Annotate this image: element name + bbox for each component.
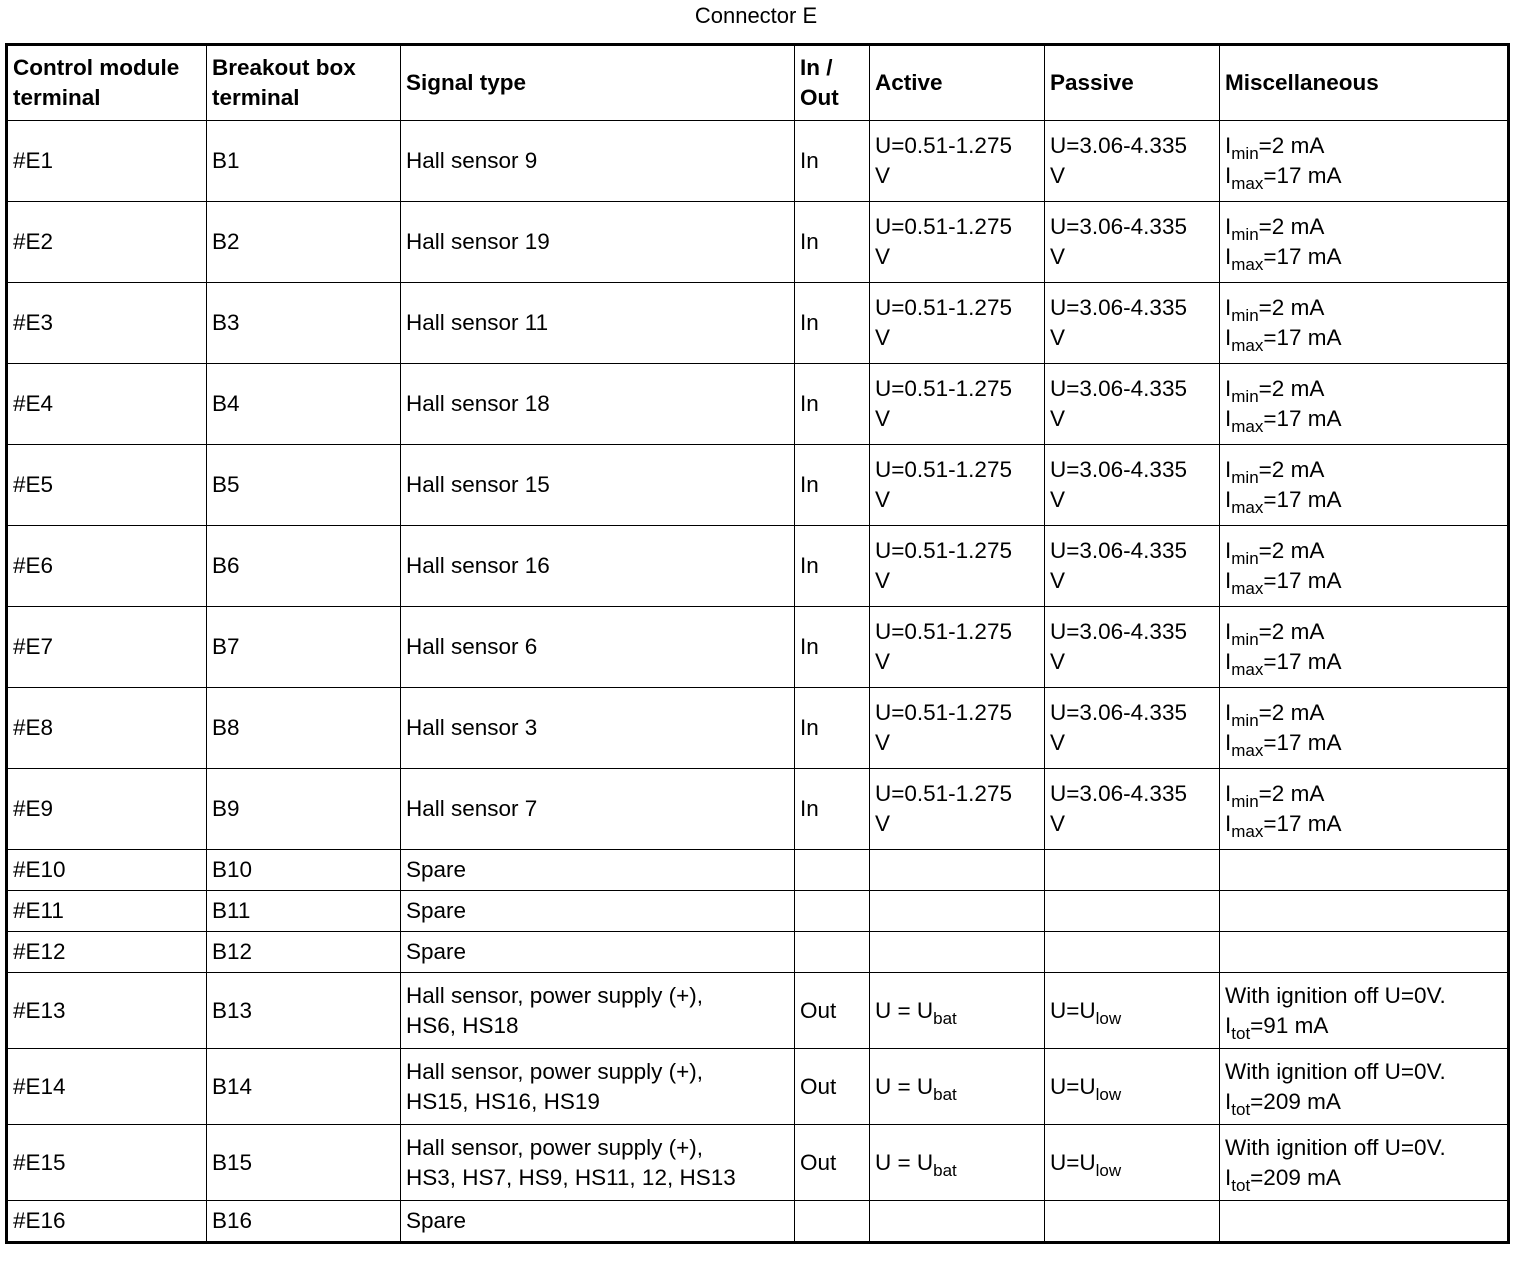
miscellaneous-cell: [1220, 973, 1509, 1049]
current-symbol: I: [1225, 811, 1232, 836]
current-value: =2 mA: [1258, 538, 1325, 563]
passive-cell: [1045, 607, 1220, 688]
active-value: [875, 996, 1039, 1026]
terminal-cell: #E11: [7, 891, 207, 932]
terminal-cell: #E6: [7, 526, 207, 607]
current-subscript: min: [1231, 549, 1259, 568]
signal-type-cell: Hall sensor 11: [401, 283, 795, 364]
col-header-breakout-box-terminal: Breakout box terminal: [207, 45, 401, 121]
signal-type-cell: Hall sensor 16: [401, 526, 795, 607]
miscellaneous-line: [1225, 566, 1502, 596]
passive-line: V: [1050, 730, 1066, 755]
current-value: =209 mA: [1250, 1088, 1341, 1114]
active-cell: [870, 364, 1045, 445]
miscellaneous-line: [1225, 293, 1502, 323]
miscellaneous-cell: [1220, 445, 1509, 526]
miscellaneous-line: [1225, 698, 1502, 728]
active-line: U=0.51-1.275: [875, 781, 1012, 806]
col-header-control-module-terminal: Control module terminal: [7, 45, 207, 121]
miscellaneous-cell: [1220, 688, 1509, 769]
miscellaneous-line: With ignition off U=0V.: [1225, 1134, 1446, 1160]
active-line: V: [875, 568, 891, 593]
current-value: =17 mA: [1263, 649, 1342, 674]
active-cell: [870, 121, 1045, 202]
table-row: [7, 688, 1509, 769]
signal-type-cell: [401, 1049, 795, 1125]
current-value: =17 mA: [1263, 568, 1342, 593]
passive-base: U=U: [1050, 997, 1096, 1023]
miscellaneous-line: [1225, 809, 1502, 839]
active-line: V: [875, 406, 891, 431]
current-value: =2 mA: [1258, 133, 1325, 158]
table-row: [7, 121, 1509, 202]
current-symbol: I: [1225, 376, 1232, 401]
table-row: [7, 932, 1509, 973]
breakout-box-cell: B3: [207, 283, 401, 364]
current-subscript: tot: [1231, 1175, 1251, 1195]
breakout-box-cell: B14: [207, 1049, 401, 1125]
current-value: =91 mA: [1250, 1012, 1329, 1038]
current-subscript: max: [1231, 660, 1264, 679]
signal-type-line: Hall sensor, power supply (+),: [406, 1134, 704, 1160]
current-symbol: I: [1225, 1164, 1232, 1190]
miscellaneous-line: [1225, 131, 1502, 161]
active-cell: [870, 1201, 1045, 1243]
passive-value: [1050, 1148, 1214, 1178]
passive-subscript: low: [1095, 1008, 1122, 1028]
passive-cell: [1045, 1201, 1220, 1243]
miscellaneous-line: [1225, 617, 1502, 647]
breakout-box-cell: B13: [207, 973, 401, 1049]
signal-type-line: HS3, HS7, HS9, HS11, 12, HS13: [406, 1164, 736, 1190]
passive-line: U=3.06-4.335: [1050, 214, 1187, 239]
miscellaneous-line: [1225, 485, 1502, 515]
current-value: =17 mA: [1263, 163, 1342, 188]
current-value: =2 mA: [1258, 376, 1325, 401]
passive-cell: [1045, 850, 1220, 891]
miscellaneous-line: With ignition off U=0V.: [1225, 982, 1446, 1008]
active-cell: [870, 607, 1045, 688]
breakout-box-cell: B8: [207, 688, 401, 769]
miscellaneous-cell: [1220, 891, 1509, 932]
table-row: [7, 526, 1509, 607]
current-subscript: max: [1231, 336, 1264, 355]
current-symbol: I: [1225, 538, 1232, 563]
miscellaneous-cell: [1220, 364, 1509, 445]
signal-type-line: Hall sensor, power supply (+),: [406, 982, 704, 1008]
breakout-box-cell: B16: [207, 1201, 401, 1243]
in-out-cell: In: [795, 607, 870, 688]
active-cell: [870, 769, 1045, 850]
terminal-cell: #E12: [7, 932, 207, 973]
passive-line: U=3.06-4.335: [1050, 781, 1187, 806]
current-symbol: I: [1225, 649, 1232, 674]
active-line: U=0.51-1.275: [875, 457, 1012, 482]
connector-table: [5, 43, 1510, 1244]
breakout-box-cell: B15: [207, 1125, 401, 1201]
breakout-box-cell: B7: [207, 607, 401, 688]
miscellaneous-line: [1225, 404, 1502, 434]
signal-type-cell: [401, 973, 795, 1049]
table-row: [7, 364, 1509, 445]
current-value: =17 mA: [1263, 811, 1342, 836]
active-cell: [870, 688, 1045, 769]
terminal-cell: #E15: [7, 1125, 207, 1201]
table-row: [7, 283, 1509, 364]
terminal-cell: #E3: [7, 283, 207, 364]
table-row: [7, 1125, 1509, 1201]
breakout-box-cell: B6: [207, 526, 401, 607]
passive-line: V: [1050, 406, 1066, 431]
passive-line: U=3.06-4.335: [1050, 619, 1187, 644]
passive-cell: [1045, 364, 1220, 445]
miscellaneous-cell: [1220, 1125, 1509, 1201]
active-cell: [870, 202, 1045, 283]
passive-line: V: [1050, 163, 1066, 188]
signal-type-cell: [401, 1125, 795, 1201]
passive-value: [1050, 1072, 1214, 1102]
passive-cell: [1045, 769, 1220, 850]
table-row: [7, 850, 1509, 891]
passive-value: [1050, 996, 1214, 1026]
active-cell: [870, 891, 1045, 932]
col-header-passive: Passive: [1045, 45, 1220, 121]
current-subscript: min: [1231, 468, 1259, 487]
table-row: [7, 973, 1509, 1049]
signal-type-cell: Hall sensor 3: [401, 688, 795, 769]
table-row: [7, 891, 1509, 932]
table-row: [7, 202, 1509, 283]
passive-line: U=3.06-4.335: [1050, 700, 1187, 725]
current-symbol: I: [1225, 295, 1232, 320]
current-value: =17 mA: [1263, 325, 1342, 350]
breakout-box-cell: B9: [207, 769, 401, 850]
current-symbol: I: [1225, 457, 1232, 482]
active-subscript: bat: [933, 1084, 957, 1104]
current-subscript: tot: [1231, 1023, 1251, 1043]
current-symbol: I: [1225, 133, 1232, 158]
in-out-cell: In: [795, 688, 870, 769]
miscellaneous-line: [1225, 1163, 1502, 1193]
current-subscript: max: [1231, 579, 1264, 598]
in-out-cell: In: [795, 526, 870, 607]
passive-line: U=3.06-4.335: [1050, 538, 1187, 563]
passive-base: U=U: [1050, 1149, 1096, 1175]
current-value: =2 mA: [1258, 214, 1325, 239]
current-subscript: min: [1231, 306, 1259, 325]
breakout-box-cell: B2: [207, 202, 401, 283]
current-subscript: min: [1231, 225, 1259, 244]
signal-type-cell: Hall sensor 7: [401, 769, 795, 850]
miscellaneous-line: [1225, 455, 1502, 485]
passive-line: V: [1050, 811, 1066, 836]
breakout-box-cell: B11: [207, 891, 401, 932]
terminal-cell: #E13: [7, 973, 207, 1049]
passive-line: U=3.06-4.335: [1050, 457, 1187, 482]
passive-line: U=3.06-4.335: [1050, 376, 1187, 401]
signal-type-cell: Hall sensor 6: [401, 607, 795, 688]
current-symbol: I: [1225, 568, 1232, 593]
current-subscript: max: [1231, 255, 1264, 274]
miscellaneous-line: [1225, 1011, 1502, 1041]
passive-line: U=3.06-4.335: [1050, 133, 1187, 158]
col-header-miscellaneous: Miscellaneous: [1220, 45, 1509, 121]
miscellaneous-cell: [1220, 1049, 1509, 1125]
terminal-cell: #E2: [7, 202, 207, 283]
current-value: =2 mA: [1258, 457, 1325, 482]
current-subscript: min: [1231, 387, 1259, 406]
table-row: [7, 1049, 1509, 1125]
active-cell: [870, 973, 1045, 1049]
in-out-cell: In: [795, 202, 870, 283]
signal-type-cell: Hall sensor 9: [401, 121, 795, 202]
passive-cell: [1045, 283, 1220, 364]
active-base: U = U: [875, 1073, 934, 1099]
terminal-cell: #E8: [7, 688, 207, 769]
passive-subscript: low: [1095, 1160, 1122, 1180]
miscellaneous-line: [1225, 536, 1502, 566]
miscellaneous-cell: [1220, 121, 1509, 202]
signal-type-cell: Hall sensor 19: [401, 202, 795, 283]
signal-type-line: Hall sensor, power supply (+),: [406, 1058, 704, 1084]
active-value: [875, 1072, 1039, 1102]
col-header-signal-type: Signal type: [401, 45, 795, 121]
current-symbol: I: [1225, 163, 1232, 188]
miscellaneous-line: With ignition off U=0V.: [1225, 1058, 1446, 1084]
miscellaneous-cell: [1220, 1201, 1509, 1243]
current-value: =17 mA: [1263, 244, 1342, 269]
breakout-box-cell: B5: [207, 445, 401, 526]
active-cell: [870, 1049, 1045, 1125]
in-out-cell: [795, 891, 870, 932]
signal-type-line: HS6, HS18: [406, 1012, 519, 1038]
current-value: =209 mA: [1250, 1164, 1341, 1190]
passive-line: V: [1050, 244, 1066, 269]
table-row: [7, 769, 1509, 850]
current-symbol: I: [1225, 1012, 1232, 1038]
active-line: V: [875, 163, 891, 188]
active-cell: [870, 932, 1045, 973]
passive-base: U=U: [1050, 1073, 1096, 1099]
table-row: [7, 445, 1509, 526]
terminal-cell: #E7: [7, 607, 207, 688]
signal-type-line: HS15, HS16, HS19: [406, 1088, 600, 1114]
miscellaneous-line: [1225, 242, 1502, 272]
terminal-cell: #E16: [7, 1201, 207, 1243]
miscellaneous-line: [1225, 728, 1502, 758]
miscellaneous-cell: [1220, 850, 1509, 891]
passive-cell: [1045, 932, 1220, 973]
active-line: U=0.51-1.275: [875, 133, 1012, 158]
active-line: U=0.51-1.275: [875, 214, 1012, 239]
miscellaneous-cell: [1220, 526, 1509, 607]
signal-type-cell: Spare: [401, 850, 795, 891]
active-line: V: [875, 487, 891, 512]
current-value: =2 mA: [1258, 781, 1325, 806]
current-value: =2 mA: [1258, 619, 1325, 644]
active-line: U=0.51-1.275: [875, 295, 1012, 320]
current-symbol: I: [1225, 244, 1232, 269]
active-cell: [870, 850, 1045, 891]
passive-line: V: [1050, 649, 1066, 674]
active-cell: [870, 526, 1045, 607]
table-row: [7, 607, 1509, 688]
current-subscript: min: [1231, 792, 1259, 811]
passive-line: U=3.06-4.335: [1050, 295, 1187, 320]
miscellaneous-cell: [1220, 769, 1509, 850]
passive-line: V: [1050, 568, 1066, 593]
miscellaneous-line: [1225, 161, 1502, 191]
active-base: U = U: [875, 997, 934, 1023]
current-value: =17 mA: [1263, 730, 1342, 755]
in-out-cell: [795, 850, 870, 891]
signal-type-cell: Hall sensor 18: [401, 364, 795, 445]
in-out-cell: Out: [795, 1125, 870, 1201]
in-out-cell: In: [795, 121, 870, 202]
active-line: V: [875, 325, 891, 350]
miscellaneous-line: [1225, 1087, 1502, 1117]
table-row: [7, 1201, 1509, 1243]
passive-subscript: low: [1095, 1084, 1122, 1104]
passive-cell: [1045, 445, 1220, 526]
passive-line: V: [1050, 487, 1066, 512]
in-out-cell: In: [795, 364, 870, 445]
miscellaneous-line: [1225, 374, 1502, 404]
active-cell: [870, 283, 1045, 364]
current-value: =2 mA: [1258, 295, 1325, 320]
passive-cell: [1045, 973, 1220, 1049]
current-symbol: I: [1225, 214, 1232, 239]
passive-cell: [1045, 526, 1220, 607]
current-subscript: max: [1231, 741, 1264, 760]
current-subscript: max: [1231, 417, 1264, 436]
breakout-box-cell: B4: [207, 364, 401, 445]
passive-cell: [1045, 121, 1220, 202]
in-out-cell: In: [795, 769, 870, 850]
current-subscript: min: [1231, 144, 1259, 163]
current-symbol: I: [1225, 781, 1232, 806]
active-value: [875, 1148, 1039, 1178]
active-cell: [870, 1125, 1045, 1201]
terminal-cell: #E1: [7, 121, 207, 202]
current-subscript: min: [1231, 711, 1259, 730]
miscellaneous-line: [1225, 779, 1502, 809]
terminal-cell: #E10: [7, 850, 207, 891]
terminal-cell: #E5: [7, 445, 207, 526]
breakout-box-cell: B12: [207, 932, 401, 973]
terminal-cell: #E9: [7, 769, 207, 850]
miscellaneous-cell: [1220, 607, 1509, 688]
current-symbol: I: [1225, 700, 1232, 725]
terminal-cell: #E14: [7, 1049, 207, 1125]
active-cell: [870, 445, 1045, 526]
miscellaneous-line: [1225, 323, 1502, 353]
active-line: U=0.51-1.275: [875, 538, 1012, 563]
passive-cell: [1045, 1049, 1220, 1125]
active-line: U=0.51-1.275: [875, 700, 1012, 725]
in-out-cell: In: [795, 445, 870, 526]
signal-type-cell: Spare: [401, 932, 795, 973]
breakout-box-cell: B10: [207, 850, 401, 891]
current-value: =17 mA: [1263, 406, 1342, 431]
header-row: [7, 45, 1509, 121]
current-symbol: I: [1225, 730, 1232, 755]
miscellaneous-cell: [1220, 932, 1509, 973]
active-base: U = U: [875, 1149, 934, 1175]
current-symbol: I: [1225, 406, 1232, 431]
table-caption: Connector E: [694, 3, 818, 28]
signal-type-cell: Spare: [401, 891, 795, 932]
active-line: U=0.51-1.275: [875, 619, 1012, 644]
in-out-cell: [795, 932, 870, 973]
current-subscript: max: [1231, 174, 1264, 193]
active-subscript: bat: [933, 1160, 957, 1180]
col-header-in-out: In / Out: [795, 45, 870, 121]
passive-cell: [1045, 688, 1220, 769]
current-symbol: I: [1225, 487, 1232, 512]
active-line: V: [875, 649, 891, 674]
signal-type-cell: Spare: [401, 1201, 795, 1243]
active-line: V: [875, 730, 891, 755]
terminal-cell: #E4: [7, 364, 207, 445]
col-header-active: Active: [870, 45, 1045, 121]
in-out-cell: Out: [795, 1049, 870, 1125]
miscellaneous-cell: [1220, 283, 1509, 364]
miscellaneous-cell: [1220, 202, 1509, 283]
passive-line: V: [1050, 325, 1066, 350]
current-subscript: tot: [1231, 1099, 1251, 1119]
current-subscript: min: [1231, 630, 1259, 649]
current-value: =2 mA: [1258, 700, 1325, 725]
current-symbol: I: [1225, 325, 1232, 350]
current-symbol: I: [1225, 1088, 1232, 1114]
in-out-cell: Out: [795, 973, 870, 1049]
in-out-cell: In: [795, 283, 870, 364]
active-line: U=0.51-1.275: [875, 376, 1012, 401]
passive-cell: [1045, 891, 1220, 932]
miscellaneous-line: [1225, 647, 1502, 677]
passive-cell: [1045, 202, 1220, 283]
current-value: =17 mA: [1263, 487, 1342, 512]
current-subscript: max: [1231, 822, 1264, 841]
signal-type-cell: Hall sensor 15: [401, 445, 795, 526]
passive-cell: [1045, 1125, 1220, 1201]
active-line: V: [875, 244, 891, 269]
active-subscript: bat: [933, 1008, 957, 1028]
active-line: V: [875, 811, 891, 836]
miscellaneous-line: [1225, 212, 1502, 242]
current-subscript: max: [1231, 498, 1264, 517]
in-out-cell: [795, 1201, 870, 1243]
breakout-box-cell: B1: [207, 121, 401, 202]
current-symbol: I: [1225, 619, 1232, 644]
